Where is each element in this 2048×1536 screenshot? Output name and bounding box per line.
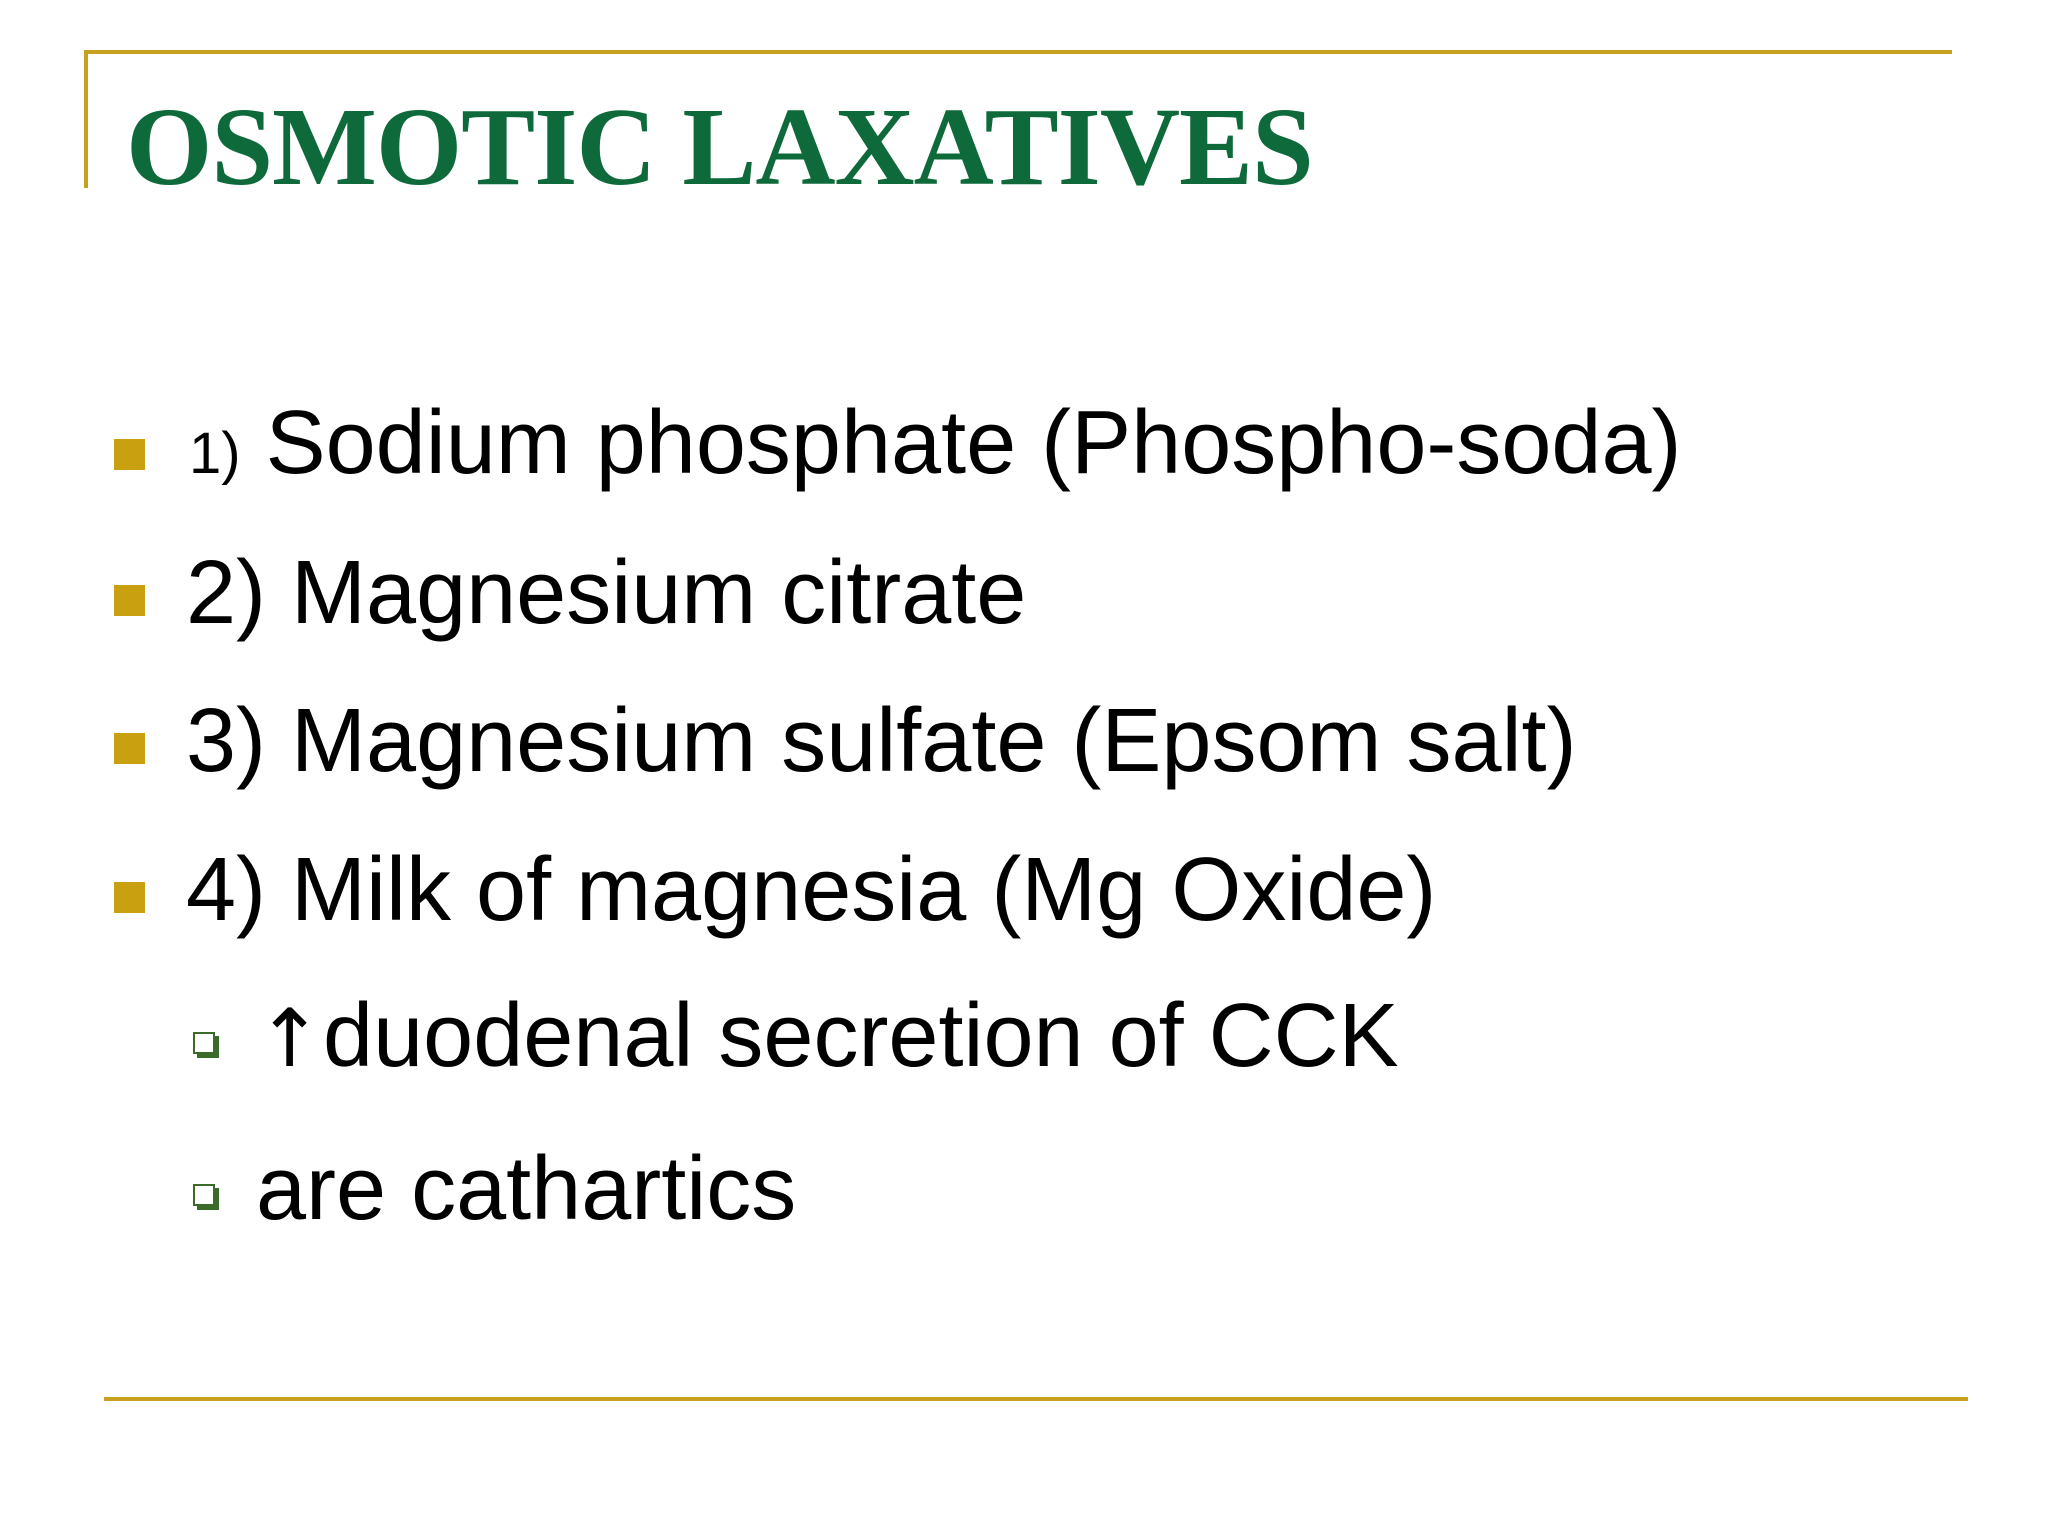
square-bullet-icon: [114, 733, 145, 764]
item-number: 4): [186, 840, 267, 940]
item-number: 3): [186, 691, 267, 791]
list-item-text: [186, 543, 1027, 643]
sub-item-label: are cathartics: [256, 1139, 797, 1239]
square-bullet-icon: [114, 439, 145, 470]
slide-title: OSMOTIC LAXATIVES: [126, 86, 1313, 209]
list-item-text: [189, 393, 1682, 493]
item-label: Sodium phosphate (Phospho-soda): [265, 393, 1682, 493]
frame-bottom-rule: [104, 1397, 1968, 1401]
hollow-square-bullet-icon: [193, 1184, 215, 1206]
item-number: 2): [186, 543, 267, 643]
item-label: Milk of magnesia (Mg Oxide): [291, 840, 1437, 940]
sub-item-label: duodenal secretion of CCK: [323, 986, 1399, 1086]
frame-left-rule: [84, 50, 88, 188]
item-label: Magnesium citrate: [291, 543, 1027, 643]
square-bullet-icon: [114, 585, 145, 616]
list-item-text: [186, 691, 1577, 791]
up-arrow-icon: ↑: [256, 992, 324, 1085]
sub-item-text: [256, 1139, 797, 1239]
square-bullet-icon: [114, 882, 145, 913]
item-label: Magnesium sulfate (Epsom salt): [291, 691, 1577, 791]
hollow-square-bullet-icon: [193, 1032, 215, 1054]
list-item-text: [186, 840, 1437, 940]
item-number: 1): [189, 421, 241, 486]
frame-top-rule: [84, 50, 1952, 54]
sub-item-text: [256, 986, 1399, 1086]
